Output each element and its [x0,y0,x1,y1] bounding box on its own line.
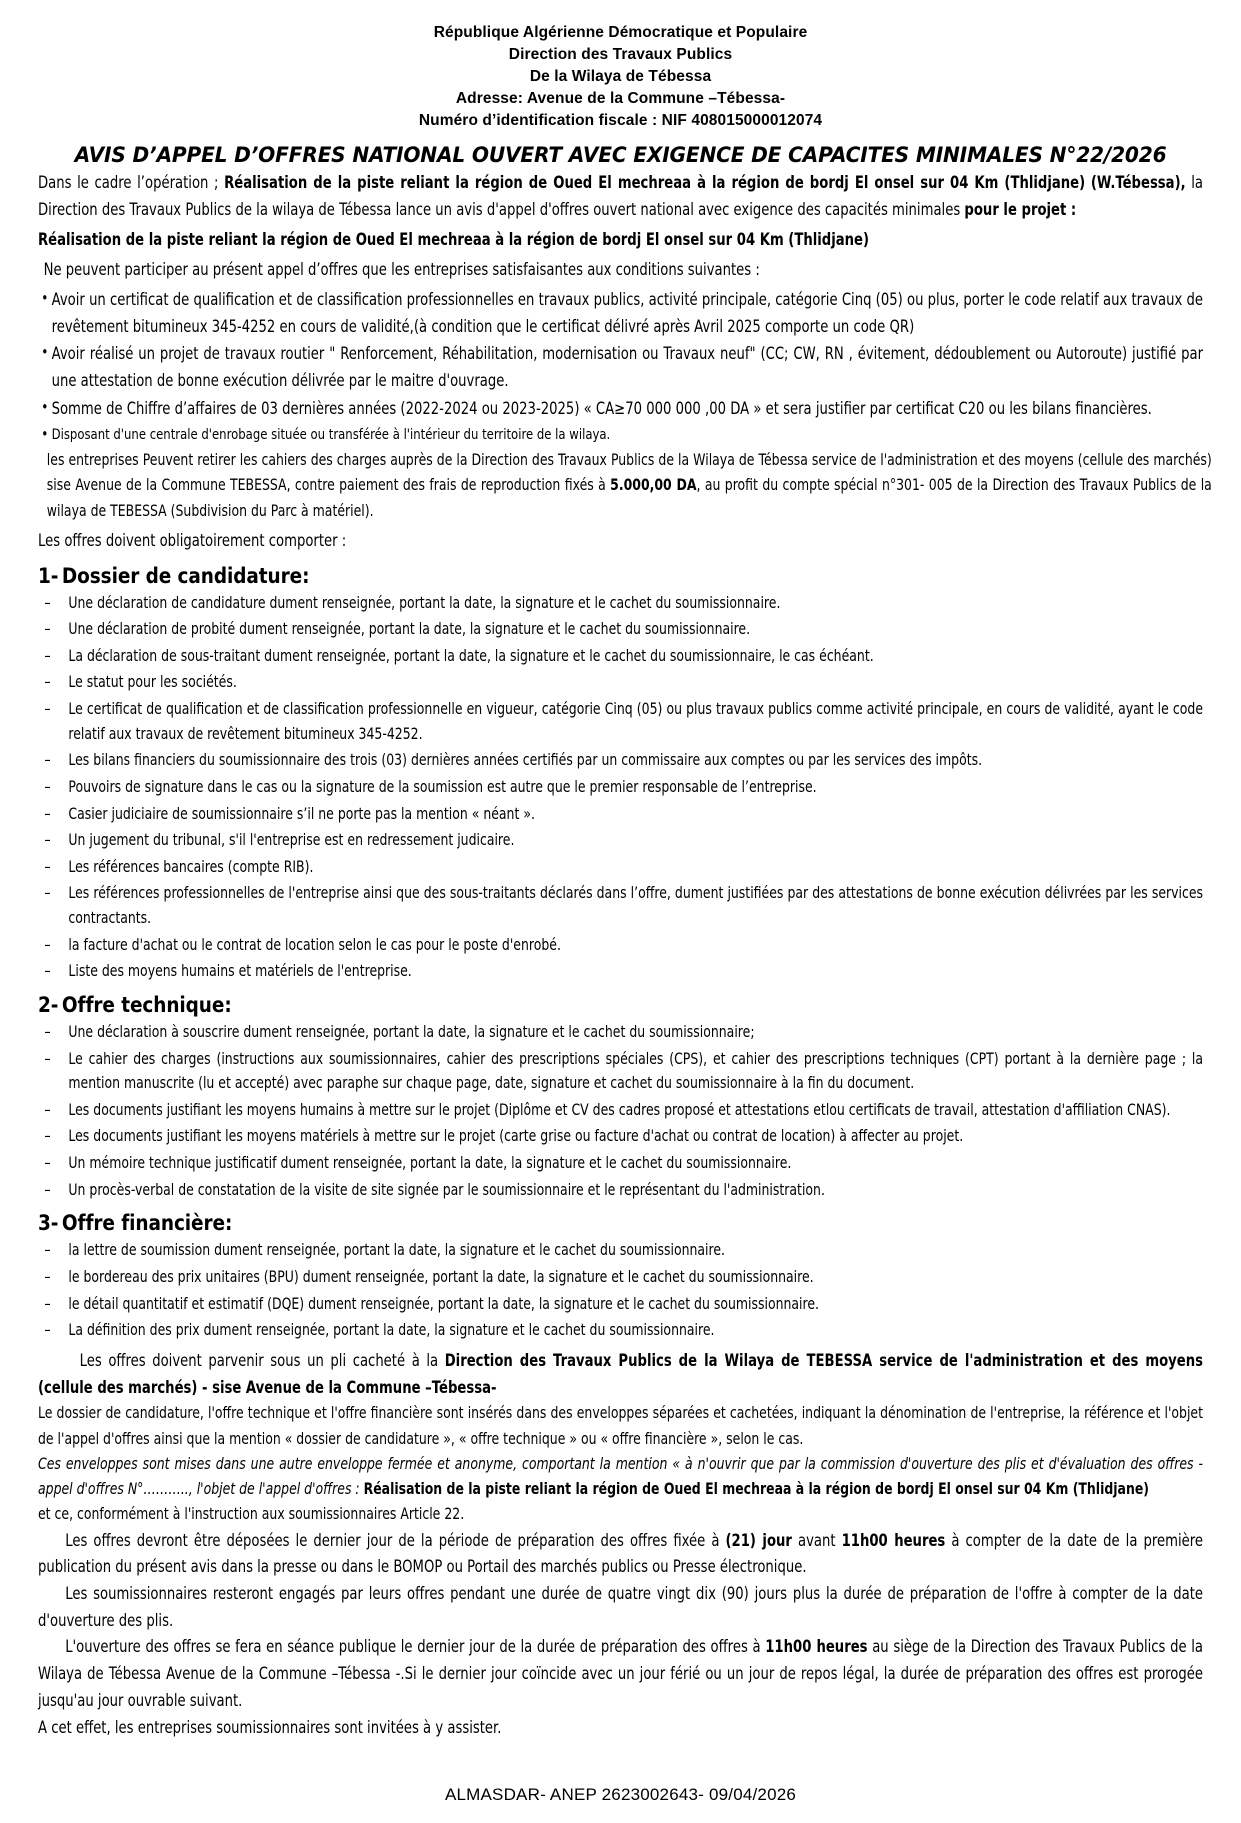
footer-anep-reference: ALMASDAR- ANEP 2623002643- 09/04/2026 [444,1785,797,1805]
section-title: Offre financière: [61,1211,233,1236]
list-item: – Les documents justifiant les moyens humains à mettre sur le projet (Diplôme et CV des cadres proposé et attestations etlou certificats de travail, attestation d'affiliation CNAS). [38,1098,1203,1123]
project-title-line: Réalisation de la piste reliant la région de Oued El mechreaa à la région de bordj El onsel sur 04 Km (Thlidjane) [38,230,870,250]
validity-paragraph: Les soumissionnaires resteront engagés par leurs offres pendant une durée de quatre vingt dix (90) jours plus la durée de préparation de l'offre à compter de la date d'ouverture des plis. [38,1583,1204,1630]
deadline-days: (21) jour [725,1530,792,1550]
anonymous-part1: Ces enveloppes sont mises dans une autre enveloppe fermée et anonyme, comportant la mention « à n'ouvrir que par la commission d'ouverture des plis et d'évaluation des offres - appel d'offres N°……….., l'objet de l'appel d'offres : [38,1454,1203,1499]
list-item: – Les références bancaires (compte RIB). [38,855,1203,880]
section-number: 2- [38,992,59,1017]
list-item: • Avoir réalisé un projet de travaux routier " Renforcement, Réhabilitation, modernisation ou Travaux neuf" (CC; CW, RN , évitement, dédoublement ou Autoroute) justifié par une attestation de bonne exécution délivrée par le maitre d'ouvrage. [38,341,1203,394]
header-line-address: Adresse: Avenue de la Commune –Tébessa- [455,90,786,107]
intro-project-name: Réalisation de la piste reliant la région de Oued El mechreaa à la région de bordj El onsel sur 04 Km (Thlidjane) [224,173,1086,192]
header-line-country: République Algérienne Démocratique et Populaire [433,24,808,41]
list-item: – le détail quantitatif et estimatif (DQE) dument renseignée, portant la date, la signature et le cachet du soumissionnaire. [38,1292,1203,1317]
opening-part1: L'ouverture des offres se fera en séance publique le dernier jour de la durée de préparation des offres à [65,1637,766,1657]
section-heading-offre-financiere [38,1211,1207,1235]
list-item: – Liste des moyens humains et matériels de l'entreprise. [38,959,1203,984]
conditions-lead: Ne peuvent participer au présent appel d’offres que les entreprises satisfaisantes aux conditions suivantes : [43,260,760,280]
withdraw-amount: 5.000,00 DA [610,476,697,495]
document-header [38,22,1203,132]
deadline-part1: Les offres devront être déposées le dernier jour de la période de préparation des offres fixée à [65,1530,726,1550]
section-title: Dossier de candidature: [61,563,310,588]
withdraw-text-part1: les entreprises Peuvent retirer les cahiers des charges auprès de la Direction des Travaux Publics de la Wilaya de Tébessa service de l'administration et des moyens (cellule des marchés) sise Avenue de la Commune TEBESSA, contre paiement des frais de reproduction fixés à [46,451,1212,495]
offers-lead: Les offres doivent obligatoirement comporter : [38,530,347,550]
list-item: – La définition des prix dument renseignée, portant la date, la signature et le cachet du soumissionnaire. [38,1318,1203,1343]
intro-middle: la Direction des Travaux Publics de la wilaya de Tébessa lance un avis d'appel d'offres ouvert national avec exigence des capacités minimales [38,173,1204,219]
list-item: – Le cahier des charges (instructions aux soumissionnaires, cahier des prescriptions spéciales (CPS), et cahier des prescriptions techniques (CPT) portant à la dernière page ; la mention manuscrite (lu et accepté) avec paraphe sur chaque page, date, signature et cachet du soumissionnaire à la fin du document. [38,1047,1203,1096]
deadline-part4: ou Portail des marchés publics ou Presse électronique. [442,1557,807,1577]
list-item: – La déclaration de sous-traitant dument renseignée, portant la date, la signature et le cachet du soumissionnaire, le cas échéant. [38,644,1203,669]
intro-suffix: pour le projet : [964,199,1077,219]
anonymous-envelope-paragraph [38,1452,1203,1503]
list-item: • Disposant d'une centrale d'enrobage située ou transférée à l'intérieur du territoire de la wilaya. [38,423,1203,447]
list-item: – le bordereau des prix unitaires (BPU) dument renseignée, portant la date, la signature et le cachet du soumissionnaire. [38,1265,1203,1290]
intro-paragraph [38,170,1203,223]
list-item: – Les documents justifiant les moyens matériels à mettre sur le projet (carte grise ou facture d'achat ou contrat de location) à affecter au projet. [38,1124,1203,1149]
page-title: AVIS D’APPEL D’OFFRES NATIONAL OUVERT AVEC EXIGENCE DE CAPACITES MINIMALES N°22/2026 [74,143,1167,167]
list-item: – la lettre de soumission dument renseignée, portant la date, la signature et le cachet du soumissionnaire. [38,1238,1203,1263]
list-item: • Avoir un certificat de qualification et de classification professionnelles en travaux publics, activité principale, catégorie Cinq (05) ou plus, porter le code relatif aux travaux de revêtement bitumineux 345-4252 en cours de validité,(à condition que le certificat délivré après Avril 2025 comporte un code QR) [38,287,1203,340]
section-heading-offre-technique [38,993,1207,1017]
list-item: – Le certificat de qualification et de classification professionnelle en vigueur, catégorie Cinq (05) ou plus travaux publics comme activité principale, en cours de validité, ayant le code relatif aux travaux de revêtement bitumineux 345-4252. [38,697,1203,746]
withdraw-paragraph [38,448,1212,524]
delivery-paragraph [38,1348,1203,1401]
list-item: – Une déclaration à souscrire dument renseignée, portant la date, la signature et le cachet du soumissionnaire; [38,1020,1203,1045]
invite-paragraph: A cet effet, les entreprises soumissionnaires sont invitées à y assister. [38,1717,502,1737]
intro-prefix: Dans le cadre l’opération ; [38,173,219,192]
section-title: Offre technique: [61,992,232,1017]
list-item: – Une déclaration de candidature dument renseignée, portant la date, la signature et le cachet du soumissionnaire. [38,591,1203,616]
opening-part2: au siège de la Direction des Travaux Publics de la Wilaya de Tébessa Avenue de la Commune –Tébessa -.Si le dernier jour coïncide avec un jour férié ou un jour de repos légal, la durée de préparation des offres est prorogée jusqu'au jour ouvrable suivant. [38,1637,1204,1710]
list-item: – Un mémoire technique justificatif dument renseignée, portant la date, la signature et le cachet du soumissionnaire. [38,1151,1203,1176]
section-heading-dossier-candidature [38,564,1207,588]
list-item: – Un procès-verbal de constatation de la visite de site signée par le soumissionnaire et le représentant du l'administration. [38,1178,1203,1203]
deadline-part2: avant [791,1530,842,1550]
list-item: – Le statut pour les sociétés. [38,670,1203,695]
section-number: 1- [38,563,59,588]
opening-paragraph [38,1634,1203,1714]
deadline-paragraph [38,1528,1203,1581]
list-item: – Les références professionnelles de l'entreprise ainsi que des sous-traitants déclarés dans l’offre, dument justifiées par des attestations de bonne exécution délivrées par les services contractants. [38,881,1203,930]
header-line-fiscal-id: Numéro d’identification fiscale : NIF 408015000012074 [418,112,823,129]
conditions-list [38,287,1203,447]
list-item: • Somme de Chiffre d’affaires de 03 dernières années (2022-2024 ou 2023-2025) « CA≥70 000 000 ,00 DA » et sera justifier par certificat C20 ou les bilans financières. [38,396,1203,423]
section-3-list [38,1238,1203,1343]
header-line-wilaya: De la Wilaya de Tébessa [529,68,712,85]
withdraw-text-part2: , au profit du compte spécial n°301- 005 de la Direction des Travaux Publics de la wilaya de TEBESSA (Subdivision du Parc à matériel). [46,476,1212,520]
list-item: – Casier judiciaire de soumissionnaire s’il ne porte pas la mention « néant ». [38,802,1203,827]
list-item: – Une déclaration de probité dument renseignée, portant la date, la signature et le cachet du soumissionnaire. [38,617,1203,642]
envelope-paragraph: Le dossier de candidature, l'offre technique et l'offre financière sont insérés dans des enveloppes séparées et cachetées, indiquant la dénomination de l'entreprise, la référence et l'objet de l'appel d'offres ainsi que la mention « dossier de candidature », « offre technique » ou « offre financière », selon le cas. [38,1404,1203,1448]
section-number: 3- [38,1211,59,1236]
deadline-part3: à compter de la date de la première publication du présent avis dans la presse ou dans le [38,1530,1204,1577]
anonymous-project-name: Réalisation de la piste reliant la région de Oued El mechreaa à la région de bordj El onsel sur 04 Km (Thlidjane) [363,1480,1150,1499]
delivery-address: Direction des Travaux Publics de la Wilaya de TEBESSA service de l'administration et des moyens (cellule des marchés) - sise Avenue de la Commune –Tébessa- [38,1350,1203,1397]
list-item: – la facture d'achat ou le contrat de location selon le cas pour le poste d'enrobé. [38,933,1203,958]
list-item: – Les bilans financiers du soumissionnaire des trois (03) dernières années certifiés par un commissaire aux comptes ou par les services des impôts. [38,748,1203,773]
deadline-hour: 11h00 heures [841,1530,946,1550]
section-1-list [38,591,1203,984]
conformity-note: et ce, conformément à l'instruction aux soumissionnaires Article 22. [38,1505,465,1524]
bomop-reference: BOMOP [393,1557,443,1577]
delivery-lead: Les offres doivent parvenir sous un pli cacheté à la [79,1350,445,1370]
list-item: – Pouvoirs de signature dans le cas ou la signature de la soumission est autre que le premier responsable de l’entreprise. [38,775,1203,800]
opening-hour: 11h00 heures [765,1637,868,1657]
intro-wilaya: (W.Tébessa), [1090,173,1186,192]
list-item: – Un jugement du tribunal, s'il l'entreprise est en redressement judicaire. [38,828,1203,853]
section-2-list [38,1020,1203,1202]
header-line-direction: Direction des Travaux Publics [508,46,733,63]
